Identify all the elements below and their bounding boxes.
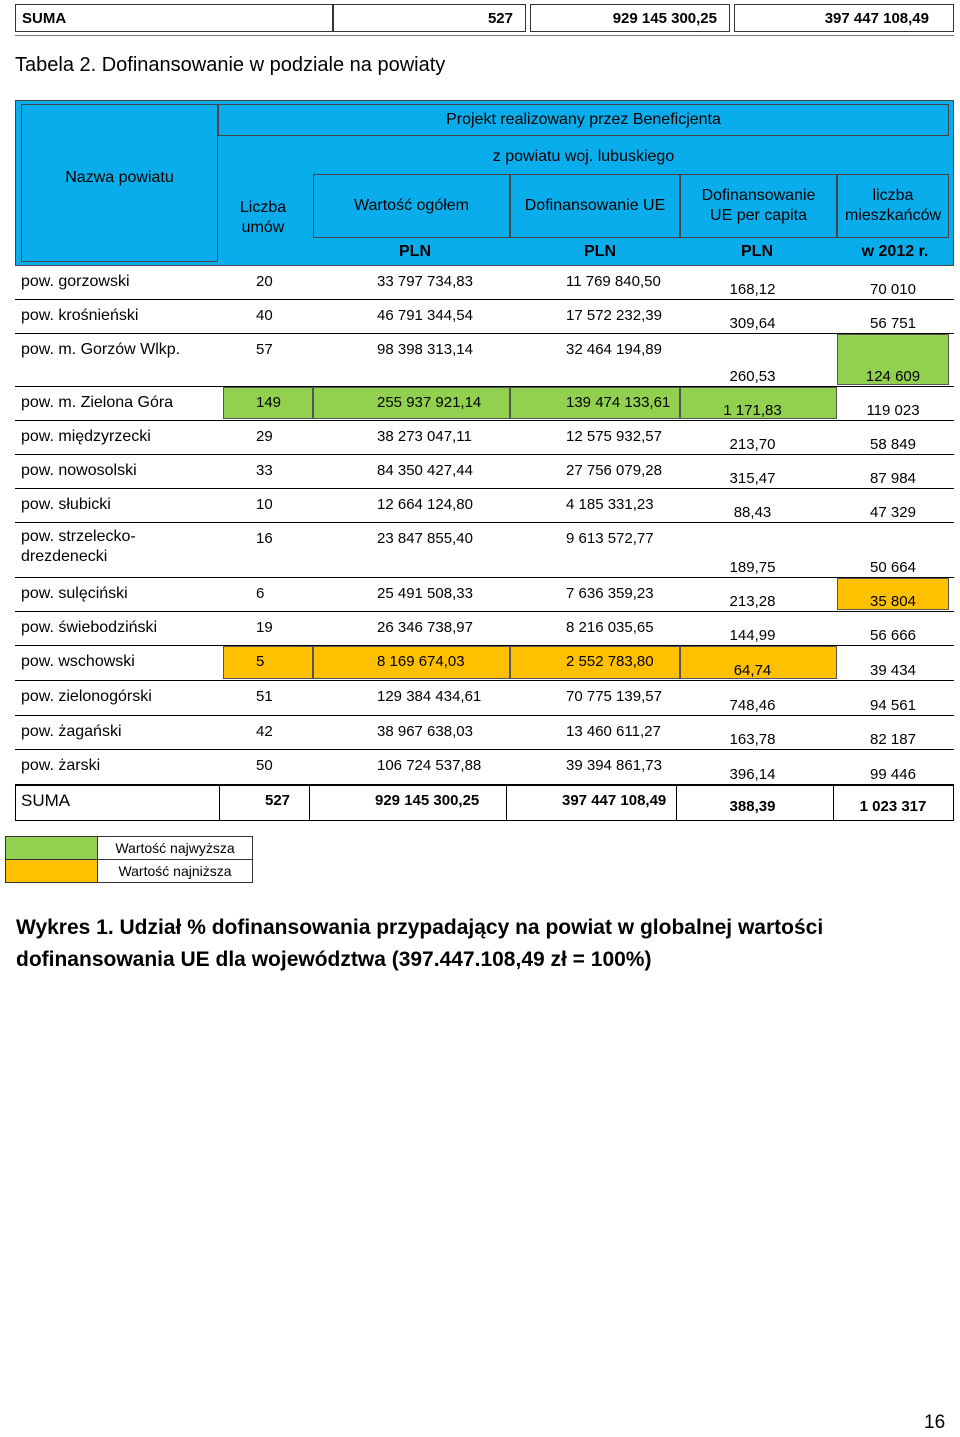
top-sum-row	[15, 4, 954, 34]
row-per-capita: 309,64	[729, 315, 776, 332]
header-cofinance	[510, 174, 680, 238]
row-population: 119 023	[866, 402, 920, 419]
table-row	[15, 489, 954, 523]
row-name: pow. m. Gorzów Wlkp.	[21, 341, 181, 358]
row-total: 38 967 638,03	[377, 723, 473, 740]
row-name: pow. żarski	[21, 757, 101, 774]
row-per-capita: 748,46	[729, 697, 776, 714]
row-contracts: 29	[256, 428, 273, 445]
legend-highest-label: Wartość najwyższa	[97, 837, 252, 859]
row-contracts: 16	[256, 530, 273, 547]
row-contracts: 40	[256, 307, 273, 324]
row-contracts: 19	[256, 619, 273, 636]
row-cofinance: 9 613 572,77	[566, 530, 654, 547]
row-total: 255 937 921,14	[377, 394, 482, 411]
row-per-capita: 213,28	[729, 593, 776, 610]
row-population: 87 984	[870, 470, 916, 487]
row-per-capita: 189,75	[729, 559, 776, 576]
row-contracts: 57	[256, 341, 273, 358]
header-unit-per-capita: PLN	[741, 243, 773, 260]
row-name: pow. świebodziński	[21, 619, 158, 636]
legend-lowest	[5, 859, 253, 883]
header-per-capita-label: Dofinansowanie UE per capita	[701, 187, 816, 224]
row-cofinance: 27 756 079,28	[566, 462, 662, 479]
row-total: 46 791 344,54	[377, 307, 473, 324]
row-name: pow. krośnieński	[21, 307, 139, 324]
row-name: SUMA	[21, 791, 71, 810]
row-name: pow. międzyrzecki	[21, 428, 151, 445]
legend-lowest-label: Wartość najniższa	[97, 860, 252, 882]
header-group-subtitle-label: z powiatu woj. lubuskiego	[492, 148, 675, 165]
row-total: 929 145 300,25	[375, 792, 480, 809]
row-total: 23 847 855,40	[377, 530, 473, 547]
row-total: 26 346 738,97	[377, 619, 473, 636]
header-unit-population: w 2012 r.	[861, 243, 929, 260]
row-population: 70 010	[870, 281, 916, 298]
row-cofinance: 2 552 783,80	[566, 653, 654, 670]
table-row	[15, 387, 954, 421]
row-per-capita: 213,70	[729, 436, 776, 453]
row-per-capita: 88,43	[733, 504, 772, 521]
row-cofinance: 8 216 035,65	[566, 619, 654, 636]
row-per-capita: 64,74	[733, 662, 772, 679]
legend-lowest-swatch	[6, 860, 97, 882]
table-row	[15, 578, 954, 612]
row-cofinance: 7 636 359,23	[566, 585, 654, 602]
row-name: pow. strzelecko-drezdenecki	[21, 528, 136, 565]
table-row	[15, 334, 954, 387]
top-sum-cofinance: 397 447 108,49	[734, 4, 954, 32]
sum-col-divider	[219, 785, 220, 821]
header-unit-cofinance: PLN	[584, 243, 616, 260]
table-row	[15, 716, 954, 750]
table-row	[15, 300, 954, 334]
row-cofinance: 397 447 108,49	[562, 792, 667, 809]
row-name: pow. nowosolski	[21, 462, 137, 479]
row-cofinance: 13 460 611,27	[566, 723, 661, 740]
row-total: 12 664 124,80	[377, 496, 473, 513]
header-per-capita	[680, 174, 837, 238]
header-name-col	[21, 104, 218, 262]
row-population: 94 561	[870, 697, 916, 714]
header-population	[837, 174, 949, 238]
row-per-capita: 396,14	[729, 766, 776, 783]
row-per-capita: 388,39	[729, 798, 776, 815]
top-sum-count: 527	[333, 4, 526, 32]
row-name: pow. zielonogórski	[21, 688, 152, 705]
row-total: 84 350 427,44	[377, 462, 473, 479]
table-row	[15, 455, 954, 489]
sum-col-divider	[833, 785, 834, 821]
row-total: 106 724 537,88	[377, 757, 482, 774]
row-contracts: 6	[256, 585, 265, 602]
row-contracts: 527	[265, 792, 291, 809]
row-cofinance: 139 474 133,61	[566, 394, 671, 411]
row-population: 50 664	[870, 559, 916, 576]
header-contracts	[218, 190, 308, 246]
row-cofinance: 39 394 861,73	[566, 757, 662, 774]
row-contracts: 50	[256, 757, 273, 774]
header-cofinance-label: Dofinansowanie UE	[524, 197, 666, 214]
row-population: 58 849	[870, 436, 916, 453]
row-per-capita: 315,47	[729, 470, 776, 487]
row-contracts: 149	[256, 394, 282, 411]
header-group-title	[218, 104, 949, 136]
row-per-capita: 163,78	[729, 731, 776, 748]
sum-col-divider	[506, 785, 507, 821]
row-per-capita: 168,12	[729, 281, 776, 298]
page-number: 16	[924, 1412, 946, 1433]
sum-col-divider	[309, 785, 310, 821]
row-population: 1 023 317	[859, 798, 927, 815]
row-population: 39 434	[870, 662, 916, 679]
row-per-capita: 144,99	[729, 627, 776, 644]
row-total: 129 384 434,61	[377, 688, 482, 705]
row-population: 124 609	[865, 368, 921, 385]
legend-highest	[5, 836, 253, 860]
row-total: 8 169 674,03	[377, 653, 465, 670]
legend-highest-swatch	[6, 837, 97, 859]
sum-row	[15, 785, 954, 821]
row-population: 35 804	[870, 593, 916, 610]
legend	[5, 836, 253, 884]
table-row	[15, 523, 954, 578]
row-population: 47 329	[870, 504, 916, 521]
header-unit-total: PLN	[399, 243, 431, 260]
row-cofinance: 11 769 840,50	[566, 273, 661, 290]
table-row	[15, 646, 954, 681]
row-population: 56 751	[870, 315, 916, 332]
header-population-label: liczba mieszkańców	[844, 187, 942, 224]
header-group-subtitle	[218, 142, 949, 172]
row-cofinance: 32 464 194,89	[566, 341, 662, 358]
row-per-capita: 260,53	[729, 368, 776, 385]
row-contracts: 33	[256, 462, 273, 479]
table-row	[15, 612, 954, 646]
row-name: pow. wschowski	[21, 653, 135, 670]
row-cofinance: 17 572 232,39	[566, 307, 662, 324]
row-cofinance: 4 185 331,23	[566, 496, 654, 513]
row-name: pow. słubicki	[21, 496, 111, 513]
top-sum-total: 929 145 300,25	[530, 4, 730, 32]
table-row	[15, 681, 954, 716]
header-name-col-label: Nazwa powiatu	[65, 169, 174, 186]
row-name: pow. m. Zielona Góra	[21, 394, 174, 411]
row-name: pow. żagański	[21, 723, 122, 740]
row-population: 82 187	[870, 731, 916, 748]
row-contracts: 10	[256, 496, 273, 513]
row-contracts: 5	[256, 653, 265, 670]
row-total: 98 398 313,14	[377, 341, 473, 358]
chart-title: Wykres 1. Udział % dofinansowania przypadający na powiat w globalnej wartości dofinansowania UE dla województwa (397.447.108,49 zł = 100%)	[16, 916, 824, 971]
row-name: pow. sulęciński	[21, 585, 128, 602]
row-population: 56 666	[870, 627, 916, 644]
row-cofinance: 12 575 932,57	[566, 428, 662, 445]
row-per-capita: 1 171,83	[723, 402, 782, 419]
table-row	[15, 421, 954, 455]
table-row	[15, 266, 954, 300]
row-contracts: 51	[256, 688, 273, 705]
row-total: 38 273 047,11	[377, 428, 472, 445]
row-total: 25 491 508,33	[377, 585, 473, 602]
table-title: Tabela 2. Dofinansowanie w podziale na powiaty	[15, 54, 446, 76]
top-sum-label: SUMA	[15, 4, 333, 32]
row-contracts: 42	[256, 723, 273, 740]
header-total-value-label: Wartość ogółem	[354, 197, 469, 214]
header-group-title-label: Projekt realizowany przez Beneficjenta	[446, 111, 721, 128]
row-population: 99 446	[870, 766, 916, 783]
row-contracts: 20	[256, 273, 273, 290]
table-row	[15, 750, 954, 785]
row-cofinance: 70 775 139,57	[566, 688, 662, 705]
row-name: pow. gorzowski	[21, 273, 130, 290]
header-contracts-label: Liczba umów	[239, 199, 287, 236]
row-total: 33 797 734,83	[377, 273, 473, 290]
header-total-value	[313, 174, 510, 238]
